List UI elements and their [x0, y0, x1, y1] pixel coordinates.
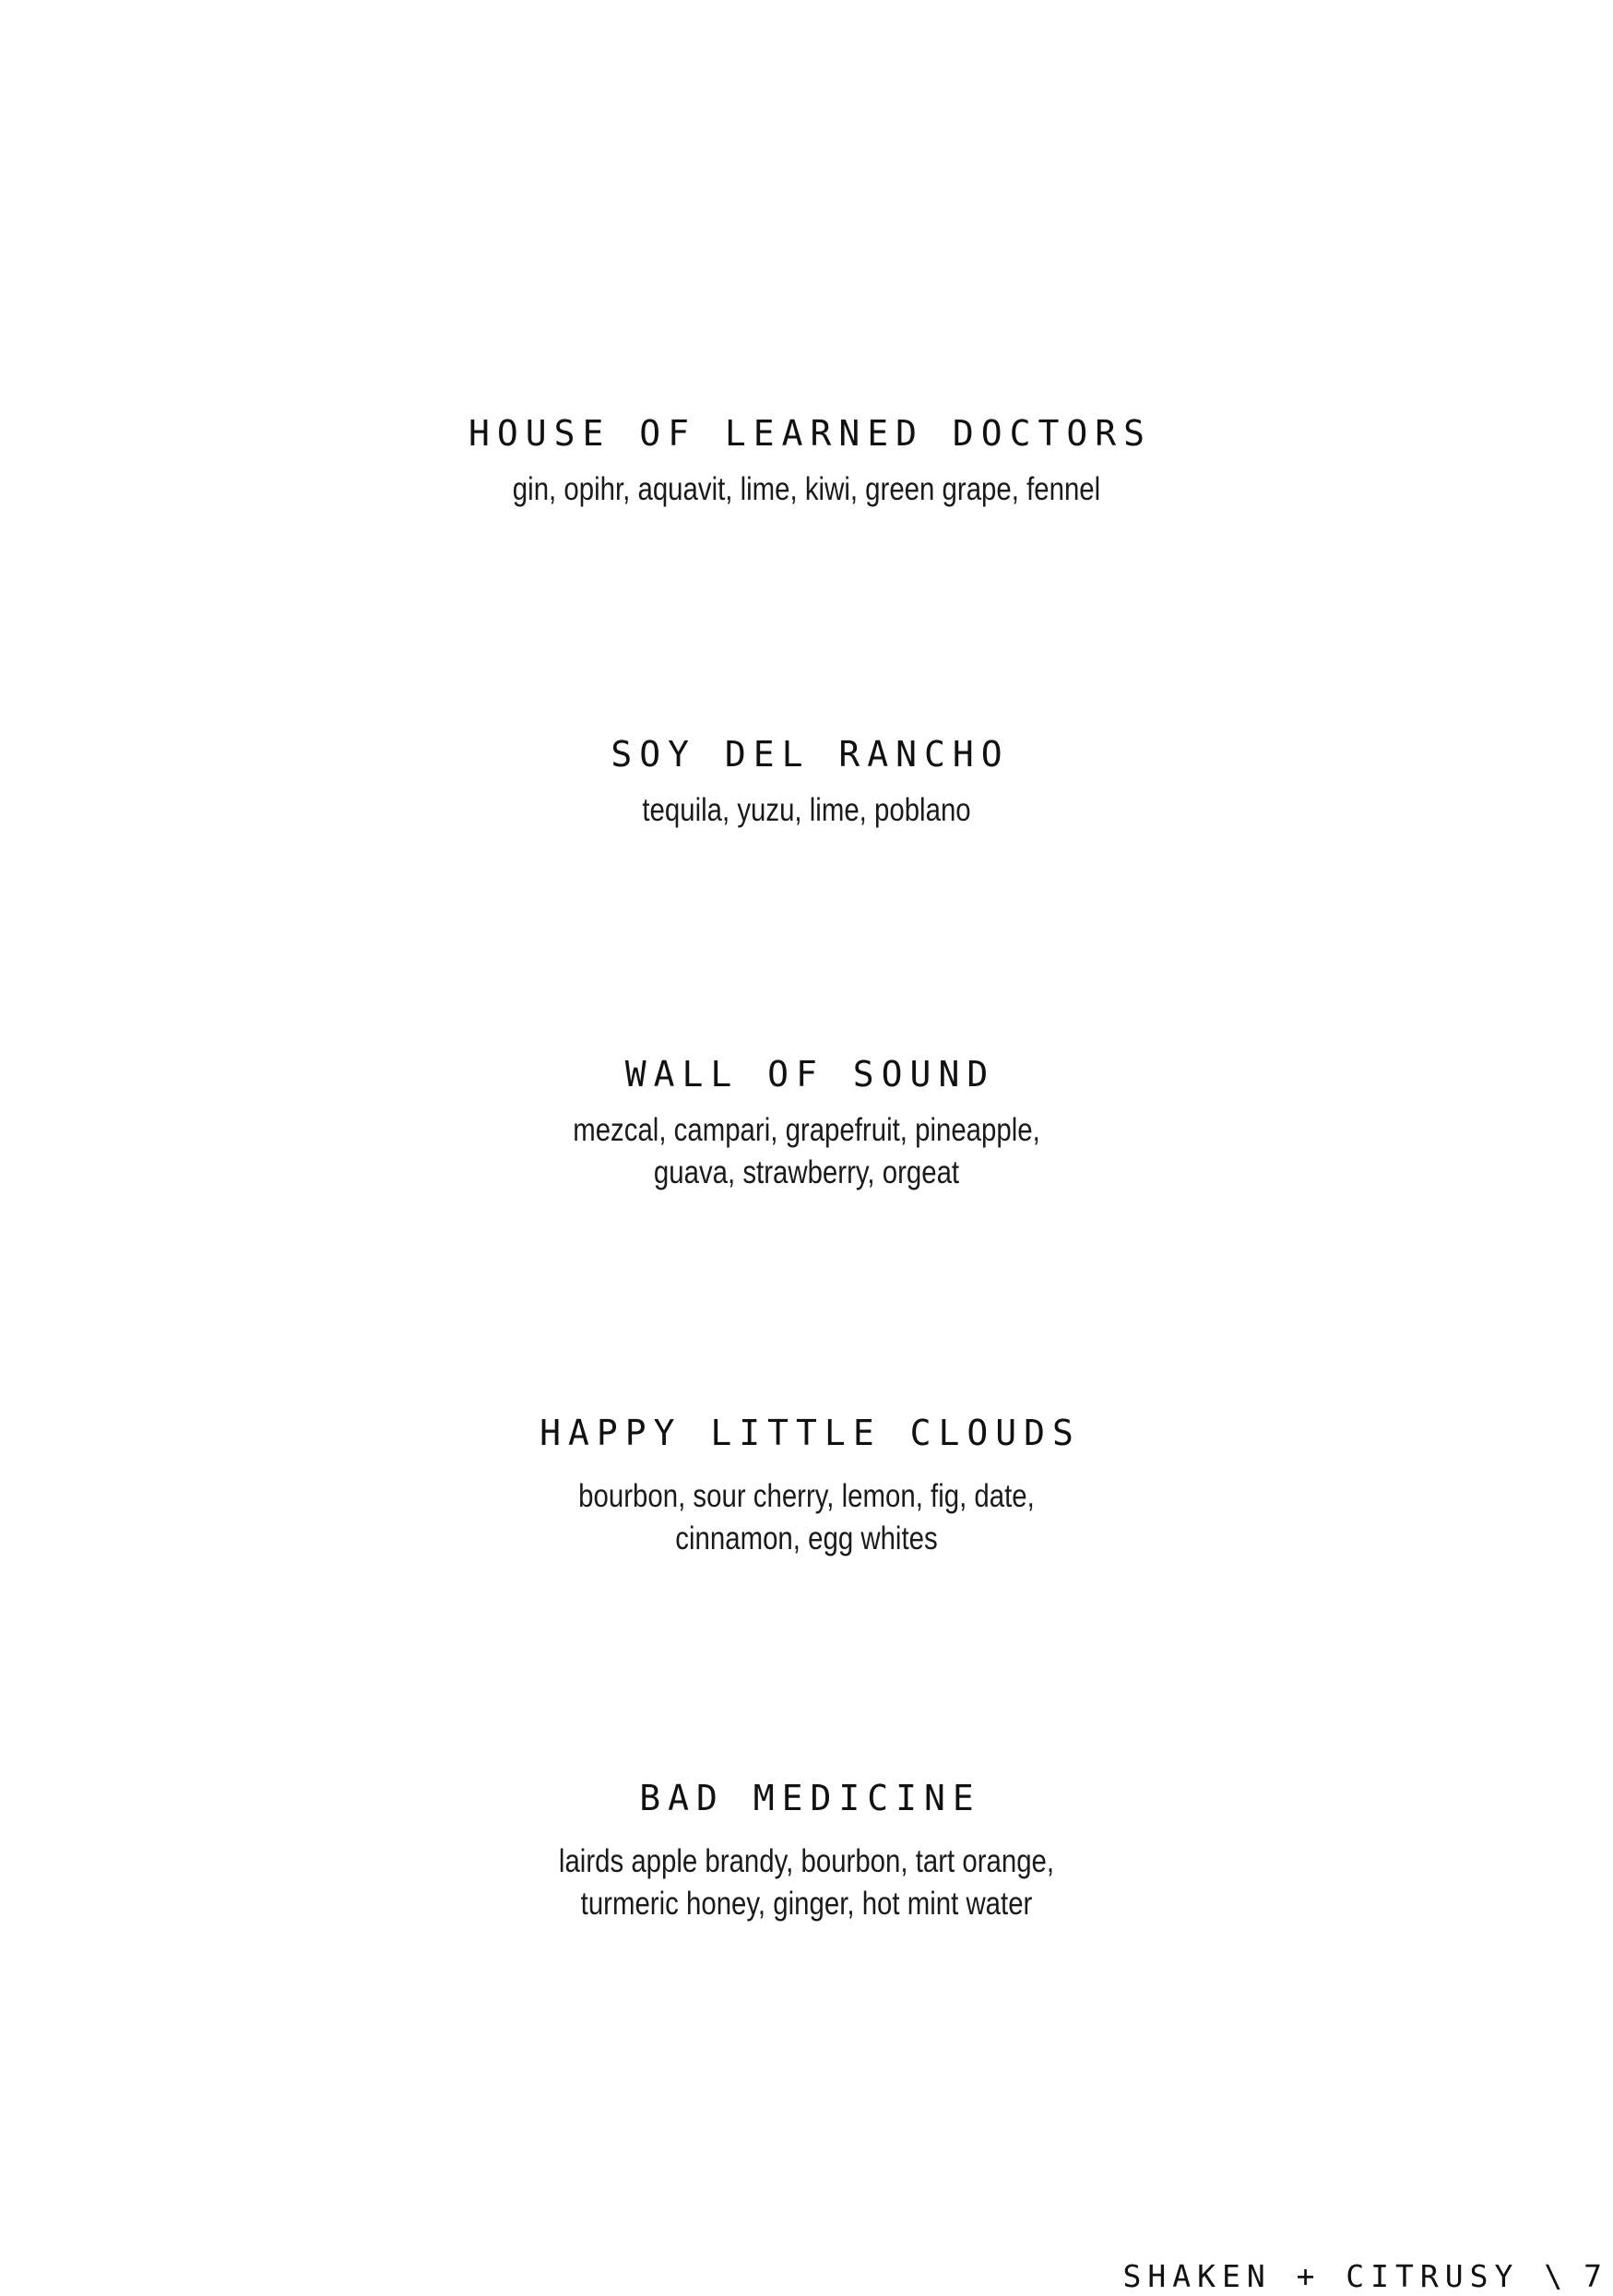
- drink-name: BAD MEDICINE: [639, 1778, 981, 1818]
- menu-item: [0, 732, 1613, 832]
- menu-item: [0, 1411, 1613, 1560]
- section-title: SHAKEN + CITRUSY \: [1122, 2257, 1570, 2294]
- menu-item: [0, 1776, 1613, 1925]
- page-footer: [1123, 2255, 1613, 2296]
- drink-name: HAPPY LITTLE CLOUDS: [540, 1413, 1081, 1453]
- drink-ingredients: cinnamon, egg whites: [675, 1521, 938, 1556]
- drink-name: HOUSE OF LEARNED DOCTORS: [468, 413, 1153, 454]
- menu-item: [0, 1052, 1613, 1194]
- drink-name: WALL OF SOUND: [624, 1054, 996, 1095]
- page-number: 7: [1583, 2257, 1602, 2294]
- drink-ingredients: guava, strawberry, orgeat: [653, 1154, 960, 1190]
- drink-ingredients: bourbon, sour cherry, lemon, fig, date,: [578, 1478, 1035, 1514]
- drink-ingredients: turmeric honey, ginger, hot mint water: [580, 1886, 1033, 1922]
- drink-name: SOY DEL RANCHO: [611, 734, 1010, 775]
- drink-ingredients: mezcal, campari, grapefruit, pineapple,: [573, 1112, 1040, 1148]
- drink-ingredients: lairds apple brandy, bourbon, tart orange,: [558, 1843, 1055, 1879]
- drink-ingredients: tequila, yuzu, lime, poblano: [642, 792, 971, 828]
- menu-item: [0, 411, 1613, 511]
- drink-ingredients: gin, opihr, aquavit, lime, kiwi, green grape, fennel: [512, 471, 1101, 507]
